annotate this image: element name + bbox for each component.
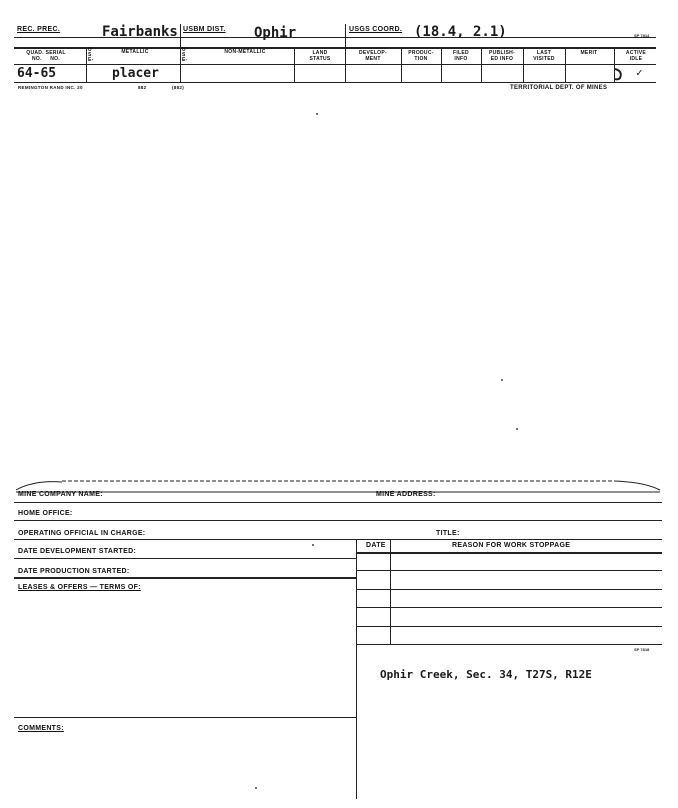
- row-bottom-rule: [14, 82, 656, 83]
- check-mark-icon: [612, 66, 626, 82]
- stoppage-row-5: [356, 644, 662, 645]
- printer-code-a: 882: [138, 85, 147, 90]
- date-production-label: DATE PRODUCTION STARTED:: [18, 568, 130, 575]
- printer-code-b: (882): [172, 85, 185, 90]
- usbm-dist-value: Ophir: [254, 25, 297, 41]
- mine-address-label: MINE ADDRESS:: [376, 491, 436, 498]
- col-published-info: PUBLISH- ED INFO: [488, 50, 515, 62]
- header-divider-2: [345, 24, 346, 82]
- stray-mark: [312, 544, 314, 546]
- col-divider-b: [294, 47, 295, 82]
- col-use-b: U S E-: [182, 47, 188, 63]
- home-office-label: HOME OFFICE:: [18, 510, 73, 517]
- comments-label: COMMENTS:: [18, 725, 64, 732]
- location-note: Ophir Creek, Sec. 34, T27S, R12E: [380, 668, 592, 681]
- company-rule: [14, 502, 662, 503]
- usgs-coord-label: USGS COORD.: [349, 26, 403, 33]
- col-production: PRODUC- TION: [408, 50, 434, 62]
- col-merit: MERIT: [580, 50, 598, 56]
- row-active-mark: ✓: [636, 66, 643, 79]
- date-development-label: DATE DEVELOPMENT STARTED:: [18, 548, 137, 555]
- rec-prec-label: REC. PREC.: [17, 26, 61, 33]
- usgs-coord-value: (18.4, 2.1): [414, 24, 507, 40]
- col-development: DEVELOP- MENT: [359, 50, 387, 62]
- col-divider-a: [86, 47, 87, 82]
- col-non-metallic: NON-METALLIC: [224, 49, 266, 55]
- dev-rule: [14, 558, 356, 559]
- stoppage-date-divider: [390, 539, 391, 645]
- row-metallic: placer: [112, 66, 159, 81]
- stoppage-header-rule: [356, 552, 662, 554]
- department-name: TERRITORIAL DEPT. OF MINES: [510, 85, 608, 91]
- stray-mark: [501, 379, 503, 381]
- official-rule: [14, 539, 662, 540]
- header-divider-1: [180, 24, 181, 82]
- operating-official-label: OPERATING OFFICIAL IN CHARGE:: [18, 530, 146, 537]
- date-col-label: DATE: [366, 542, 386, 549]
- mine-company-label: MINE COMPANY NAME:: [18, 491, 103, 498]
- form-code-top: SP 7814: [634, 33, 650, 38]
- rec-prec-value: Fairbanks: [102, 24, 178, 40]
- stoppage-row-2: [356, 589, 662, 590]
- stray-mark: [316, 113, 318, 115]
- row-top-rule: [14, 64, 656, 65]
- col-quad-serial: QUAD. SERIAL NO. NO.: [26, 50, 66, 62]
- stray-mark: [516, 428, 518, 430]
- prod-rule: [14, 577, 356, 579]
- printer-credit: REMINGTON RAND INC. 20: [18, 85, 83, 90]
- usbm-dist-label: USBM DIST.: [183, 26, 226, 33]
- col-active-idle: ACTIVE IDLE: [625, 50, 647, 62]
- col-use-a: U S E-: [88, 47, 94, 63]
- comments-top-rule: [14, 717, 356, 718]
- card-fold-edge: [14, 474, 662, 494]
- col-last-visited: LAST VISITED: [533, 50, 555, 62]
- col-metallic: METALLIC: [121, 49, 149, 55]
- form-code-bottom: SP 7818: [634, 647, 650, 652]
- home-office-rule: [14, 520, 662, 521]
- stoppage-row-1: [356, 570, 662, 571]
- col-land-status: LAND STATUS: [309, 50, 331, 62]
- reason-col-label: REASON FOR WORK STOPPAGE: [452, 542, 571, 549]
- stray-mark: [255, 787, 257, 789]
- title-label: TITLE:: [436, 530, 460, 537]
- stoppage-row-3: [356, 607, 662, 608]
- leases-label: LEASES & OFFERS — TERMS OF:: [18, 584, 141, 591]
- lower-center-divider: [356, 539, 357, 799]
- col-filed-info: FILED INFO: [453, 50, 469, 62]
- row-quad-serial: 64-65: [17, 66, 57, 81]
- stoppage-row-4: [356, 626, 662, 627]
